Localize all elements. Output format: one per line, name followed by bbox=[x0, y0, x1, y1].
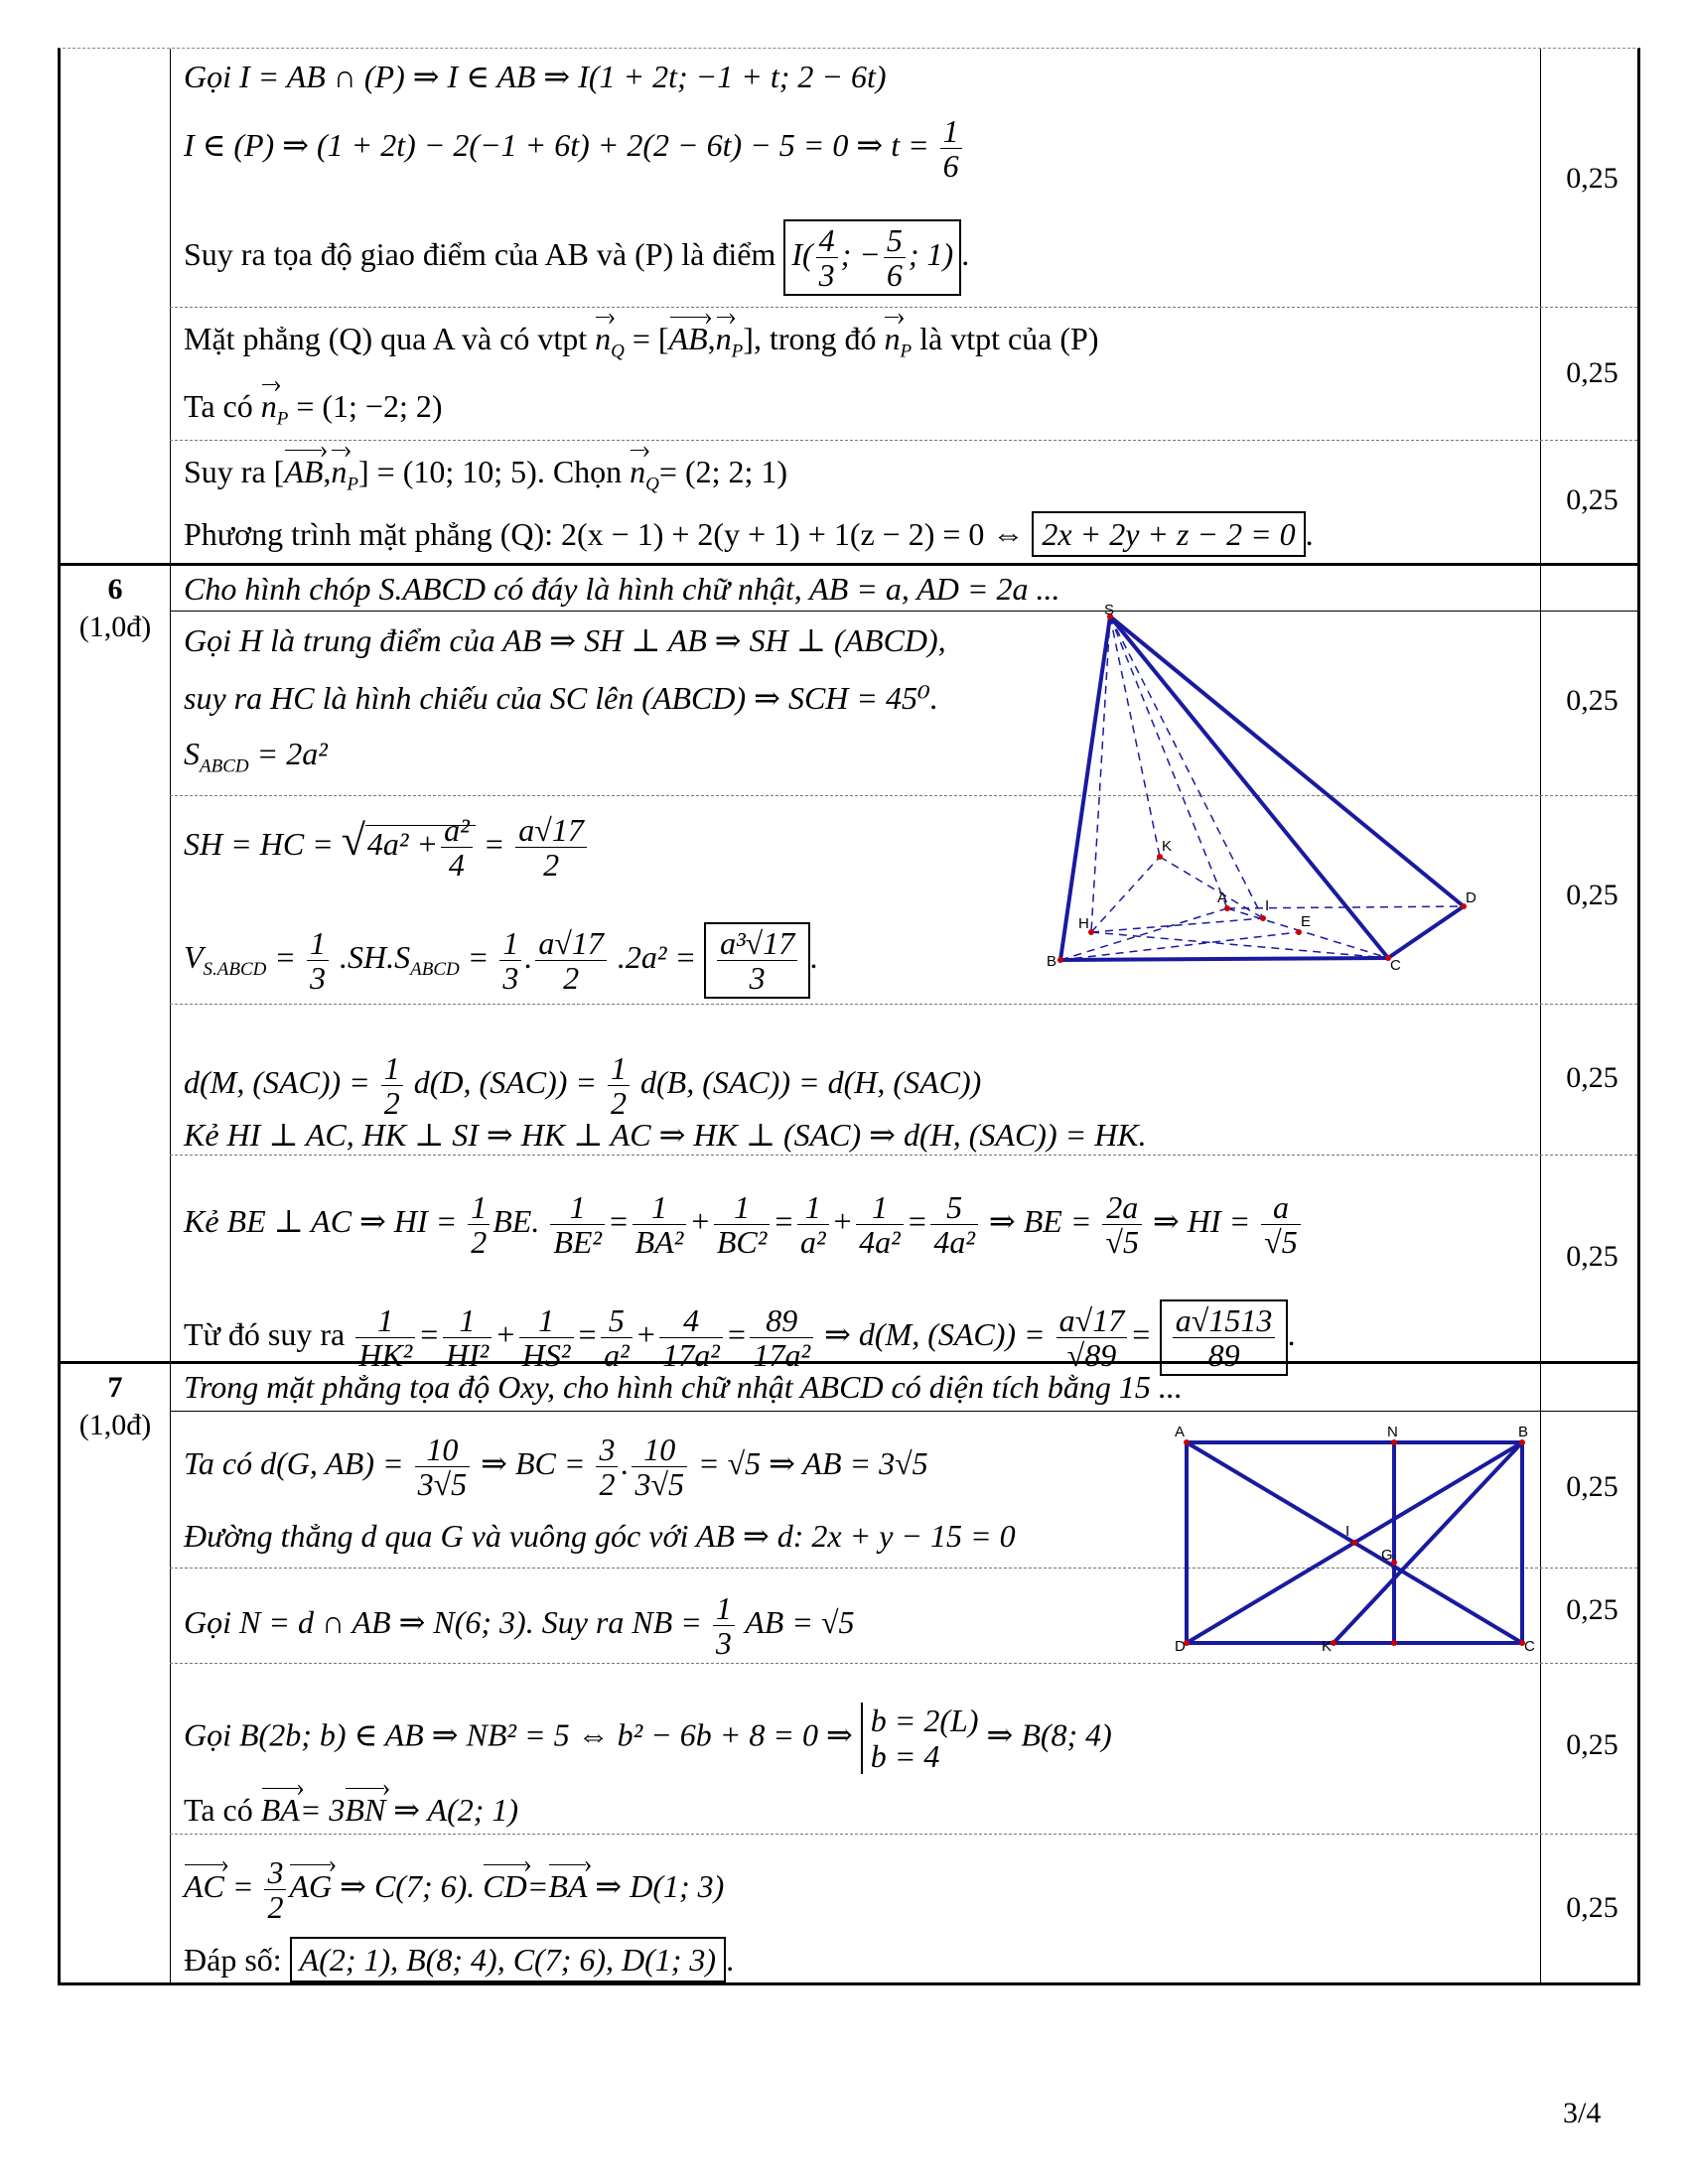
q7-line-1: Ta có d(G, AB) = $\frac{10}{3√5}$ ⇒ BC = $\frac{3}{2}$ . $\frac{10}{3√5}$ = √5 ⇒ AB = 3√5 bbox=[184, 1432, 928, 1502]
row-separator bbox=[170, 1834, 1637, 1835]
page-number: 3/4 bbox=[1563, 2097, 1602, 2129]
col-divider-right bbox=[1540, 49, 1541, 1982]
q6-line-9: Từ đó suy ra $\frac{1}{\text{HK²}}$ = $\frac{1}{\text{HI²}}$ + $\frac{1}{\text{HS²}}$ = $\frac{5}{\text{a²}}$ + $\frac{4}{\text{17a²}}$ = $\frac{89}{\text{17a²}}$ ⇒ d(M, (SAC)) = $\frac{a√17}{√89}$ = $\frac{a√1513}{89}$ . bbox=[184, 1299, 1296, 1376]
q5-line-3: Suy ra tọa độ giao điểm của AB và (P) là điểm I( $\frac{4}{3}$ ; − $\frac{5}{6}$ ; 1) . bbox=[184, 219, 969, 296]
rect-label: I bbox=[1345, 1523, 1350, 1540]
question-number: 6 bbox=[107, 573, 123, 606]
q6-line-6: d(M, (SAC)) = $\frac{1}{2}$ d(D, (SAC)) = $\frac{1}{2}$ d(B, (SAC)) = d(H, (SAC)) bbox=[184, 1050, 982, 1121]
pyramid-label: B bbox=[1047, 953, 1057, 970]
q6-line-1: Gọi H là trung điểm của AB ⇒ SH ⊥ AB ⇒ SH ⊥ (ABCD), bbox=[184, 622, 946, 658]
pyramid-label: C bbox=[1390, 957, 1401, 974]
score: 0,25 bbox=[1566, 879, 1618, 911]
score: 0,25 bbox=[1566, 1240, 1618, 1273]
rectangle-figure bbox=[1113, 1417, 1540, 1675]
question-number: 7 bbox=[107, 1371, 123, 1404]
q7-line-4: Gọi B(2b; b) ∈ AB ⇒ NB² = 5 ⇔ b² − 6b + 8 = 0 ⇒ b = 2(L) b = 4 ⇒ B(8; 4) bbox=[184, 1703, 1112, 1774]
pyramid-label: D bbox=[1466, 889, 1477, 906]
q5-line-5: Ta có n $›_P = (1$; −2; 2) bbox=[184, 386, 443, 439]
score: 0,25 bbox=[1566, 1470, 1618, 1503]
score: 0,25 bbox=[1566, 1728, 1618, 1761]
rect-label: K bbox=[1322, 1638, 1333, 1655]
q6-line-7: Kẻ HI ⊥ AC, HK ⊥ SI ⇒ HK ⊥ AC ⇒ HK ⊥ (SAC) ⇒ d(H, (SAC)) = HK. bbox=[184, 1117, 1147, 1153]
score: 0,25 bbox=[1566, 1891, 1618, 1924]
col-divider-left bbox=[170, 49, 171, 1982]
q5-answer-box: I( $\frac{4}{3}$ ; − $\frac{5}{6}$ ; 1) bbox=[783, 219, 961, 296]
q7-final-answer-box: A(2; 1), B(8; 4), C(7; 6), D(1; 3) bbox=[290, 1937, 726, 1982]
q7-line-5: Ta có BA ›= 3BN › ⇒ A(2; 1) bbox=[184, 1790, 518, 1830]
q5-line-7: Phương trình mặt phẳng (Q): 2(x − 1) + 2(y + 1) + 1(z − 2) = 0 ⇔ 2x + 2y + z − 2 = 0 . bbox=[184, 511, 1314, 557]
score: 0,25 bbox=[1566, 1593, 1618, 1626]
score: 0,25 bbox=[1566, 356, 1618, 389]
rect-label: D bbox=[1175, 1638, 1186, 1655]
q6-line-2: suy ra HC là hình chiếu của SC lên (ABCD) ⇒ SCH = 45⁰. bbox=[184, 680, 938, 716]
score: 0,25 bbox=[1566, 684, 1618, 717]
q6-distance-answer-box: $\frac{a√1513}{89}$ bbox=[1160, 1299, 1289, 1376]
score: 0,25 bbox=[1566, 1061, 1618, 1094]
row-separator bbox=[170, 1155, 1637, 1156]
prompt-separator bbox=[170, 1411, 1637, 1412]
row-separator bbox=[170, 1004, 1637, 1005]
rect-label: N bbox=[1387, 1424, 1398, 1440]
pyramid-figure bbox=[1039, 605, 1565, 1002]
q7-line-2: Đường thẳng d qua G và vuông góc với AB ⇒ d: 2x + y − 15 = 0 bbox=[184, 1518, 1016, 1554]
question-separator bbox=[61, 563, 1637, 566]
pyramid-label: H bbox=[1078, 915, 1089, 932]
q7-line-3: Gọi N = d ∩ AB ⇒ N(6; 3). Suy ra NB = $\frac{1}{3}$ AB = √5 bbox=[184, 1590, 855, 1661]
pyramid-label: K bbox=[1162, 838, 1173, 855]
q5-line-4: Mặt phẳng (Q) qua A và có vtpt n $›_Q = [AB$ ›,n $›_P$], trong đó n $›_P$ là vtpt của (P) bbox=[184, 319, 1098, 371]
q5-plane-answer-box: 2x + 2y + z − 2 = 0 bbox=[1032, 511, 1305, 557]
rect-label: C bbox=[1524, 1638, 1535, 1655]
q6-prompt: Cho hình chóp S.ABCD có đáy là hình chữ nhật, AB = a, AD = 2a ... bbox=[184, 571, 1060, 607]
question-7-label bbox=[61, 1369, 170, 1444]
row-separator bbox=[170, 440, 1637, 441]
q5-line-2: I ∈ (P) ⇒ (1 + 2t) − 2(−1 + 6t) + 2(2 − 6t) − 5 = 0 ⇒ t = $\frac{1}{6}$ bbox=[184, 114, 965, 183]
q6-line-8: Kẻ BE ⊥ AC ⇒ HI = $\frac{1}{2}$ BE. $\frac{1}{\text{BE²}}$ = $\frac{1}{\text{BA²}}$ + $\frac{1}{\text{BC²}}$ = $\frac{1}{\text{a²}}$ + $\frac{1}{\text{4a²}}$ = $\frac{5}{\text{4a²}}$ ⇒ BE = $\frac{2a}{√5}$ ⇒ HI = $\frac{a}{√5}$ bbox=[184, 1190, 1304, 1259]
q7-line-7: Đáp số: A(2; 1), B(8; 4), C(7; 6), D(1; 3) . bbox=[184, 1937, 734, 1982]
q5-line-6: Suy ra [AB ›,n $›_P] = (10$; 10; 5). Chọn n $›_Q= (2$; 2; 1) bbox=[184, 452, 787, 504]
rect-label: A bbox=[1175, 1424, 1186, 1440]
rect-label: B bbox=[1518, 1424, 1529, 1440]
score: 0,25 bbox=[1566, 162, 1618, 195]
q5-line-1: Gọi I = AB ∩ (P) ⇒ I ∈ AB ⇒ I(1 + 2t; −1 + t; 2 − 6t) bbox=[184, 59, 887, 94]
pyramid-label: A bbox=[1217, 889, 1228, 906]
question-6-label bbox=[61, 571, 170, 646]
question-points: (1,0đ) bbox=[78, 611, 152, 643]
q6-volume-answer-box: $\frac{\text{a³√17}}{3}$ bbox=[704, 922, 810, 999]
pyramid-label: S bbox=[1104, 605, 1115, 618]
q6-line-3: $S_{ABCD} = 2a^2$ bbox=[184, 736, 328, 777]
pyramid-label: I bbox=[1265, 897, 1270, 914]
pyramid-label: E bbox=[1301, 913, 1312, 930]
answer-table bbox=[58, 48, 1640, 1985]
q7-line-6: AC › = $\frac{3}{2}$ AG › ⇒ C(7; 6). CD ›=BA › ⇒ D(1; 3) bbox=[184, 1855, 724, 1924]
question-points: (1,0đ) bbox=[78, 1409, 152, 1441]
q6-line-5: $V_{S.ABCD}$ = $\frac{1}{3}$ $.SH.S_{ABCD}$ = $\frac{1}{3}$ . $\frac{a√17}{2}$ .2a² = $\frac{\text{a³√17}}{3}$ . bbox=[184, 922, 818, 999]
rect-label: G bbox=[1381, 1547, 1393, 1564]
q7-prompt: Trong mặt phẳng tọa độ Oxy, cho hình chữ nhật ABCD có diện tích bằng 15 ... bbox=[184, 1369, 1183, 1405]
score: 0,25 bbox=[1566, 483, 1618, 516]
q6-line-4: SH = HC = √4a² + $\frac{\text{a²}}{4}$ = $\frac{a√17}{2}$ bbox=[184, 813, 590, 882]
